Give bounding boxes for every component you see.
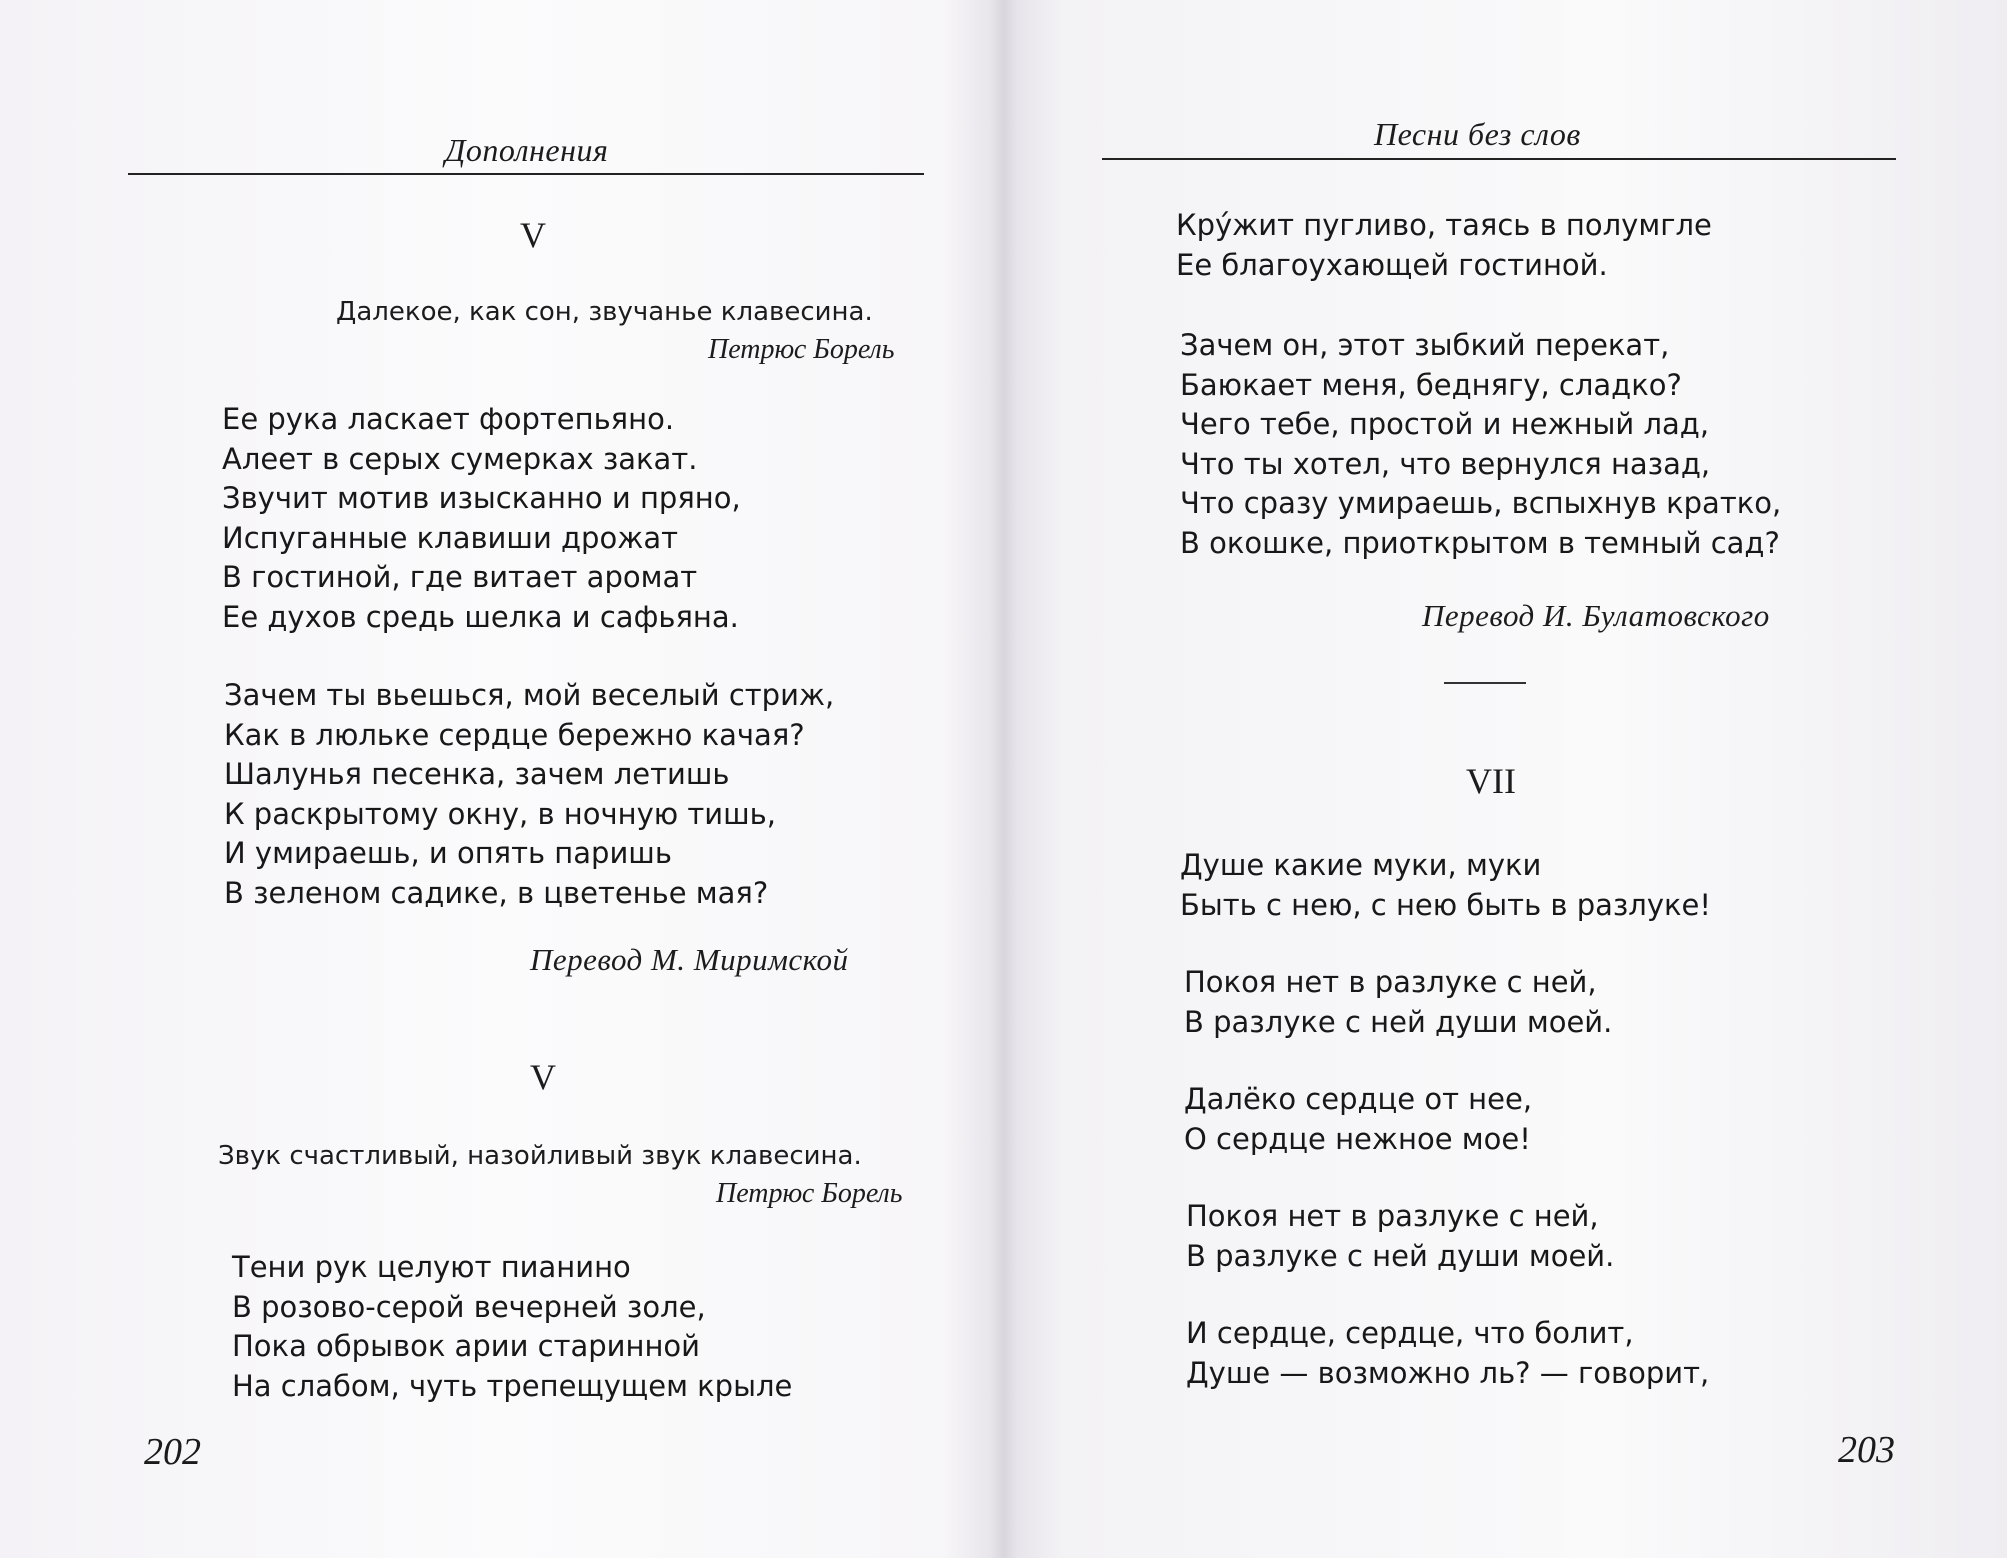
translator-mirimskaya: Перевод М. Миримской	[530, 942, 849, 977]
verse-line: И умираешь, и опять паришь	[224, 836, 672, 870]
verse-line: Что ты хотел, что вернулся назад,	[1180, 446, 1711, 481]
stanza-vii-5	[1186, 1314, 1709, 1393]
verse-line: Звучит мотив изысканно и пряно,	[222, 481, 741, 515]
left-page	[0, 0, 1003, 1558]
page-number-left: 202	[144, 1431, 201, 1473]
verse-line: К раскрытому окну, в ночную тишь,	[224, 796, 776, 831]
verse-line: В разлуке с ней души моей.	[1184, 1004, 1613, 1039]
verse-line: В разлуке с ней души моей.	[1186, 1238, 1615, 1273]
section-number-vii: VII	[1466, 761, 1516, 801]
verse-line: О сердце нежное мое!	[1184, 1121, 1531, 1156]
stanza-vii-3	[1184, 1080, 1532, 1159]
verse-line: Баюкает меня, беднягу, сладко?	[1180, 367, 1682, 402]
verse-line: Шалунья песенка, зачем летишь	[224, 757, 730, 791]
verse-line: Душе какие муки, муки	[1180, 848, 1542, 882]
left-running-head: Дополнения	[445, 132, 609, 168]
verse-line: Пока обрывок арии старинной	[232, 1329, 701, 1363]
verse-line: Ее духов средь шелка и сафьяна.	[222, 599, 739, 634]
section-divider	[1444, 682, 1526, 684]
verse-line: Далёко сердце от нее,	[1184, 1082, 1533, 1116]
verse-line: В зеленом садике, в цветенье мая?	[224, 875, 769, 910]
verse-line: Тени рук целуют пианино	[232, 1250, 631, 1284]
verse-line: И сердце, сердце, что болит,	[1186, 1316, 1634, 1350]
epigraph-author-second: Петрюс Борель	[716, 1178, 903, 1209]
stanza-cont-1	[1176, 206, 1712, 285]
verse-line: Душе — возможно ль? — говорит,	[1186, 1355, 1710, 1390]
verse-line: Ее рука ласкает фортепьяно.	[222, 402, 675, 436]
verse-line: В гостиной, где витает аромат	[222, 560, 698, 594]
left-head-rule	[128, 173, 924, 175]
stanza-v1-1	[222, 400, 741, 637]
stanza-v1-2	[224, 676, 834, 913]
stanza-v2-1	[232, 1248, 792, 1406]
epigraph-second: Звук счастливый, назойливый звук клавесина.	[218, 1141, 862, 1171]
verse-line: В розово-серой вечерней золе,	[232, 1289, 706, 1324]
verse-line: Покоя нет в разлуке с ней,	[1184, 965, 1597, 999]
verse-line: На слабом, чуть трепещущем крыле	[232, 1368, 793, 1403]
verse-line: Зачем ты вьешься, мой веселый стриж,	[224, 678, 835, 712]
stanza-cont-2	[1180, 326, 1781, 563]
right-page	[1004, 0, 2007, 1558]
stanza-vii-4	[1186, 1197, 1614, 1276]
translator-bulatovsky: Перевод И. Булатовского	[1422, 598, 1770, 633]
section-number-v-second: V	[530, 1057, 556, 1097]
epigraph-author-first: Петрюс Борель	[708, 334, 895, 365]
verse-line: В окошке, приоткрытом в темный сад?	[1180, 525, 1780, 560]
verse-line: Зачем он, этот зыбкий перекат,	[1180, 328, 1670, 362]
verse-line: Ее благоухающей гостиной.	[1176, 247, 1608, 282]
verse-line: Быть с нею, с нею быть в разлуке!	[1180, 887, 1711, 922]
verse-line: Алеет в серых сумерках закат.	[222, 441, 698, 476]
stanza-vii-2	[1184, 963, 1612, 1042]
verse-line: Испуганные клавиши дрожат	[222, 520, 678, 555]
page-number-right: 203	[1838, 1429, 1895, 1471]
right-head-rule	[1102, 158, 1896, 160]
epigraph-first: Далекое, как сон, звучанье клавесина.	[336, 297, 873, 327]
verse-line: Покоя нет в разлуке с ней,	[1186, 1199, 1599, 1233]
verse-line: Как в люльке сердце бережно качая?	[224, 717, 805, 752]
right-running-head: Песни без слов	[1374, 116, 1581, 152]
verse-line: Чего тебе, простой и нежный лад,	[1180, 407, 1710, 441]
stanza-vii-1	[1180, 846, 1711, 925]
verse-line: Крýжит пугливо, таясь в полумгле	[1176, 208, 1712, 242]
section-number-v-first: V	[520, 215, 546, 255]
verse-line: Что сразу умираешь, вспыхнув кратко,	[1180, 486, 1782, 520]
